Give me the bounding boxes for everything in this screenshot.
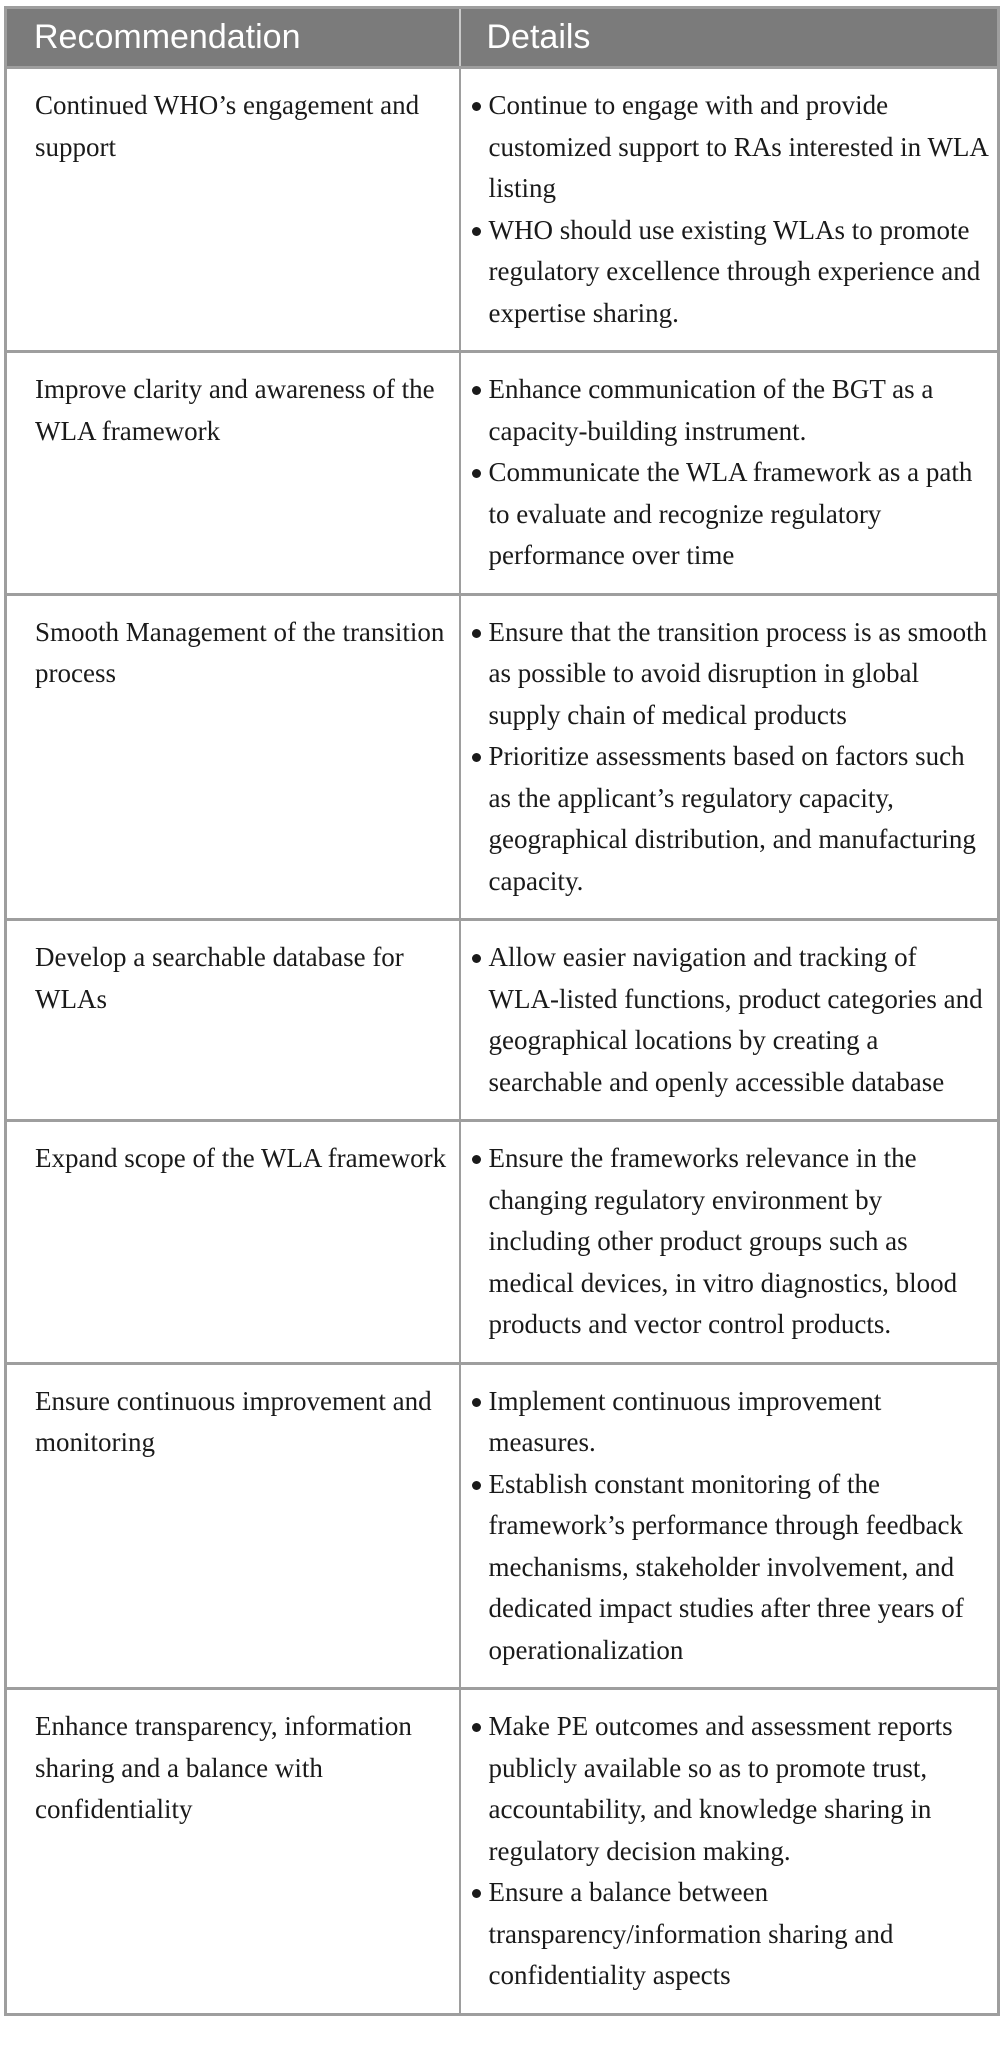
table-row: [6, 352, 999, 595]
details-cell: [460, 920, 999, 1121]
table-row: [6, 1689, 999, 2015]
details-cell: [460, 68, 999, 352]
header-details: Details: [460, 8, 999, 68]
recommendation-cell: Smooth Management of the transition process: [6, 594, 460, 920]
table-body: [6, 68, 999, 2015]
detail-item: WHO should use existing WLAs to promote regulatory excellence through experience and expertise sharing.: [469, 210, 990, 335]
details-cell: [460, 1363, 999, 1689]
detail-item: Prioritize assessments based on factors such as the applicant’s regulatory capacity, geographical distribution, and manufacturing capacity.: [469, 736, 990, 902]
header-recommendation: Recommendation: [6, 8, 460, 68]
details-list: [469, 369, 990, 577]
header-row: [6, 8, 999, 68]
recommendation-cell: Continued WHO’s engagement and support: [6, 68, 460, 352]
details-cell: [460, 352, 999, 595]
table-row: [6, 1121, 999, 1364]
table-row: [6, 68, 999, 352]
detail-item: Ensure a balance between transparency/information sharing and confidentiality aspects: [469, 1872, 990, 1997]
recommendation-cell: Enhance transparency, information sharing and a balance with confidentiality: [6, 1689, 460, 2015]
recommendations-table: [4, 6, 1000, 2016]
detail-item: Make PE outcomes and assessment reports publicly available so as to promote trust, accountability, and knowledge sharing in regulatory decision making.: [469, 1706, 990, 1872]
details-cell: [460, 1689, 999, 2015]
details-cell: [460, 1121, 999, 1364]
details-list: [469, 1381, 990, 1672]
details-cell: [460, 594, 999, 920]
detail-item: Enhance communication of the BGT as a capacity-building instrument.: [469, 369, 990, 452]
detail-item: Communicate the WLA framework as a path to evaluate and recognize regulatory performance over time: [469, 452, 990, 577]
detail-item: Allow easier navigation and tracking of WLA-listed functions, product categories and geographical locations by creating a searchable and openly accessible database: [469, 937, 990, 1103]
table-header: [6, 8, 999, 68]
detail-item: Ensure the frameworks relevance in the changing regulatory environment by including other product groups such as medical devices, in vitro diagnostics, blood products and vector control products.: [469, 1138, 990, 1346]
details-list: [469, 1706, 990, 1997]
table-row: [6, 1363, 999, 1689]
recommendation-cell: Develop a searchable database for WLAs: [6, 920, 460, 1121]
details-list: [469, 85, 990, 334]
details-list: [469, 612, 990, 903]
detail-item: Establish constant monitoring of the framework’s performance through feedback mechanisms, stakeholder involvement, and dedicated impact studies after three years of operationalization: [469, 1464, 990, 1672]
detail-item: Continue to engage with and provide customized support to RAs interested in WLA listing: [469, 85, 990, 210]
recommendation-cell: Ensure continuous improvement and monitoring: [6, 1363, 460, 1689]
recommendation-cell: Expand scope of the WLA framework: [6, 1121, 460, 1364]
detail-item: Implement continuous improvement measures.: [469, 1381, 990, 1464]
detail-item: Ensure that the transition process is as smooth as possible to avoid disruption in global supply chain of medical products: [469, 612, 990, 737]
details-list: [469, 1138, 990, 1346]
recommendation-cell: Improve clarity and awareness of the WLA framework: [6, 352, 460, 595]
table-row: [6, 594, 999, 920]
table-row: [6, 920, 999, 1121]
details-list: [469, 937, 990, 1103]
